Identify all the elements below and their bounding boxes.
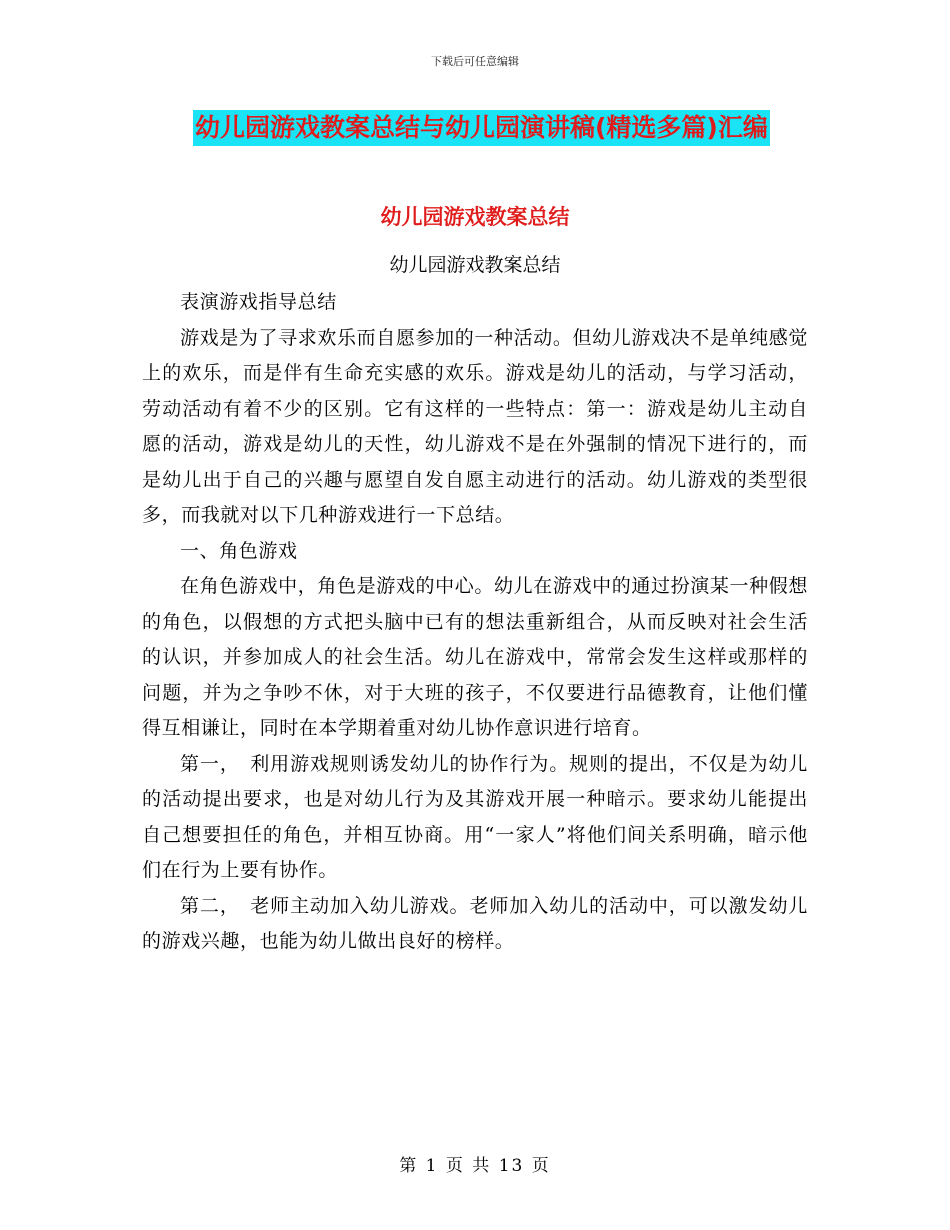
paragraph-heading: 表演游戏指导总结 [180,291,337,313]
document-body [142,285,808,960]
sub-title: 幼儿园游戏教案总结 [389,254,561,276]
section-title: 幼儿园游戏教案总结 [380,205,570,229]
paragraph: 第二， 老师主动加入幼儿游戏。老师加入幼儿的活动中，可以激发幼儿的游戏兴趣，也能为幼儿做出良好的榜样。 [142,894,808,952]
page-number: 第 1 页 共 13 页 [399,1156,551,1176]
paragraph: 在角色游戏中，角色是游戏的中心。幼儿在游戏中的通过扮演某一种假想的角色，以假想的方式把头脑中已有的想法重新组合，从而反映对社会生活的认识，并参加成人的社会生活。幼儿在游戏中，常常会发生这样或那样的问题，并为之争吵不休，对于大班的孩子，不仅要进行品德教育，让他们懂得互相谦让，同时在本学期着重对幼儿协作意识进行培育。 [142,575,808,739]
header-note: 下载后可任意编辑 [431,55,519,68]
document-main-title: 幼儿园游戏教案总结与幼儿园演讲稿(精选多篇)汇编 [193,110,770,146]
paragraph: 第一， 利用游戏规则诱发幼儿的协作行为。规则的提出，不仅是为幼儿的活动提出要求，也是对幼儿行为及其游戏开展一种暗示。要求幼儿能提出自己想要担任的角色，并相互协商。用“一家人”将他们间关系明确，暗示他们在行为上要有协作。 [142,752,808,881]
paragraph-heading: 一、角色游戏 [180,539,298,562]
paragraph: 游戏是为了寻求欢乐而自愿参加的一种活动。但幼儿游戏决不是单纯感觉上的欢乐，而是伴有生命充实感的欢乐。游戏是幼儿的活动，与学习活动，劳动活动有着不少的区别。它有这样的一些特点：第一：游戏是幼儿主动自愿的活动，游戏是幼儿的天性，幼儿游戏不是在外强制的情况下进行的，而是幼儿出于自己的兴趣与愿望自发自愿主动进行的活动。幼儿游戏的类型很多，而我就对以下几种游戏进行一下总结。 [142,326,808,526]
